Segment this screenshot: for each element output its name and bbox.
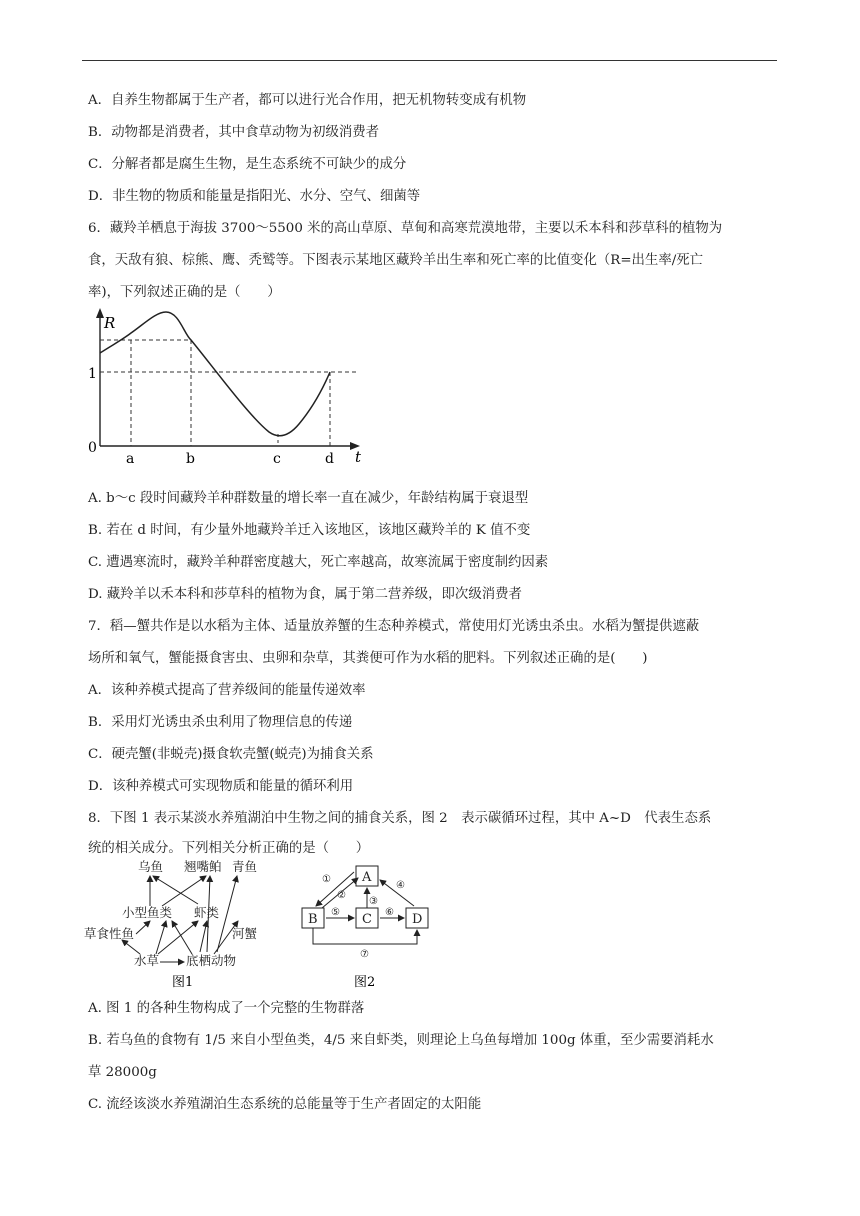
y-tick-0: 0	[88, 440, 97, 456]
q8-option-a: A. 图 1 的各种生物构成了一个完整的生物群落	[88, 1001, 365, 1016]
x-axis-label: t	[355, 448, 362, 466]
header-rule	[82, 60, 777, 61]
num-4: ④	[396, 880, 405, 891]
q6-option-c: C. 遭遇寒流时，藏羚羊种群密度越大，死亡率越高，故寒流属于密度制约因素	[88, 555, 549, 570]
q6-option-a: A. b～c 段时间藏羚羊种群数量的增长率一直在减少，年龄结构属于衰退型	[88, 491, 529, 506]
q5-option-b: B．动物都是消费者，其中食草动物为初级消费者	[88, 125, 380, 140]
edge-shuicao-caoshi	[122, 940, 140, 954]
edge-caoshi-xiaoxing	[136, 921, 150, 934]
edge-diqi-xialei	[200, 921, 207, 952]
q6-stem-line1: 6．藏羚羊栖息于海拔 3700～5500 米的高山草原、草甸和高寒荒漠地带，主要以禾本科和莎草科的植物为	[88, 221, 723, 236]
node-diqi: 底栖动物	[186, 953, 237, 968]
x-tick-a: a	[126, 451, 135, 466]
q7-option-a: A．该种养模式提高了营养级间的能量传递效率	[88, 683, 366, 698]
label-d: D	[412, 912, 423, 927]
q8-option-c: C. 流经该淡水养殖湖泊生态系统的总能量等于生产者固定的太阳能	[88, 1097, 482, 1112]
num-7: ⑦	[360, 949, 369, 960]
node-xialei: 虾类	[194, 905, 220, 920]
q8-option-b-line1: B. 若乌鱼的食物有 1/5 来自小型鱼类，4/5 来自虾类，则理论上乌鱼每增加 100g 体重，至少需要消耗水	[88, 1033, 714, 1048]
num-5: ⑤	[331, 907, 340, 918]
q5-option-d: D．非生物的物质和能量是指阳光、水分、空气、细菌等	[88, 189, 421, 204]
node-wuyu: 乌鱼	[138, 859, 164, 874]
edge-xialei-wuyu	[153, 876, 198, 904]
q6-option-d: D. 藏羚羊以禾本科和莎草科的植物为食，属于第二营养级，即次级消费者	[88, 587, 522, 602]
carbon-cycle-figure	[296, 858, 436, 990]
q8-stem-line2: 统的相关成分。下列相关分析正确的是（ ）	[88, 841, 370, 856]
q6-option-b: B. 若在 d 时间，有少量外地藏羚羊迁入该地区，该地区藏羚羊的 K 值不变	[88, 523, 531, 538]
node-shuicao: 水草	[134, 953, 160, 968]
r-ratio-chart	[84, 306, 374, 466]
y-tick-1: 1	[88, 366, 97, 382]
node-chizuiqiu: 翘嘴鲌	[184, 859, 222, 874]
node-hexie: 河蟹	[232, 926, 258, 941]
q7-stem-line1: 7．稻—蟹共作是以水稻为主体、适量放养蟹的生态种养模式，常使用灯光诱虫杀虫。水稻为蟹提供遮蔽	[88, 619, 700, 634]
q7-option-c: C．硬壳蟹(非蜕壳)摄食软壳蟹(蜕壳)为捕食关系	[88, 747, 374, 762]
q6-stem-line3: 率)，下列叙述正确的是（ ）	[88, 285, 281, 300]
edge-diqi-xiaoxing	[172, 921, 192, 954]
q8-option-b-line2: 草 28000g	[88, 1065, 157, 1080]
node-xiaoxing: 小型鱼类	[122, 905, 173, 920]
num-6: ⑥	[385, 907, 394, 918]
q7-option-b: B．采用灯光诱虫杀虫利用了物理信息的传递	[88, 715, 353, 730]
q7-option-d: D．该种养模式可实现物质和能量的循环利用	[88, 779, 354, 794]
y-axis-label: R	[104, 314, 116, 332]
arrow-7	[313, 928, 417, 944]
y-axis-arrow	[96, 308, 104, 318]
r-curve	[100, 312, 330, 436]
q5-option-c: C．分解者都是腐生生物，是生态系统不可缺少的成分	[88, 157, 407, 172]
num-3: ③	[369, 896, 378, 907]
x-tick-b: b	[186, 451, 195, 466]
x-tick-d: d	[325, 451, 334, 466]
label-a: A	[362, 870, 372, 885]
q8-stem-line1: 8．下图 1 表示某淡水养殖湖泊中生物之间的捕食关系，图 2 表示碳循环过程，其中 A~D 代表生态系	[88, 811, 712, 826]
q6-stem-line2: 食，天敌有狼、棕熊、鹰、秃鹫等。下图表示某地区藏羚羊出生率和死亡率的比值变化（R=出生率/死亡	[88, 253, 703, 268]
node-qingyu: 青鱼	[232, 859, 258, 874]
q7-stem-line2: 场所和氧气，蟹能摄食害虫、虫卵和杂草，其粪便可作为水稻的肥料。下列叙述正确的是( )	[88, 651, 648, 666]
fig1-caption: 图1	[172, 975, 194, 990]
q5-option-a: A．自养生物都属于生产者，都可以进行光合作用，把无机物转变成有机物	[88, 93, 527, 108]
num-2: ②	[337, 890, 346, 901]
label-b: B	[308, 912, 318, 927]
food-web-figure	[80, 858, 270, 990]
edge-xiaoxing-chizuiqiu	[162, 876, 206, 906]
x-tick-c: c	[273, 451, 281, 466]
label-c: C	[362, 912, 372, 927]
fig2-caption: 图2	[354, 975, 376, 990]
num-1: ①	[322, 874, 331, 885]
node-caoshi: 草食性鱼	[84, 926, 135, 941]
